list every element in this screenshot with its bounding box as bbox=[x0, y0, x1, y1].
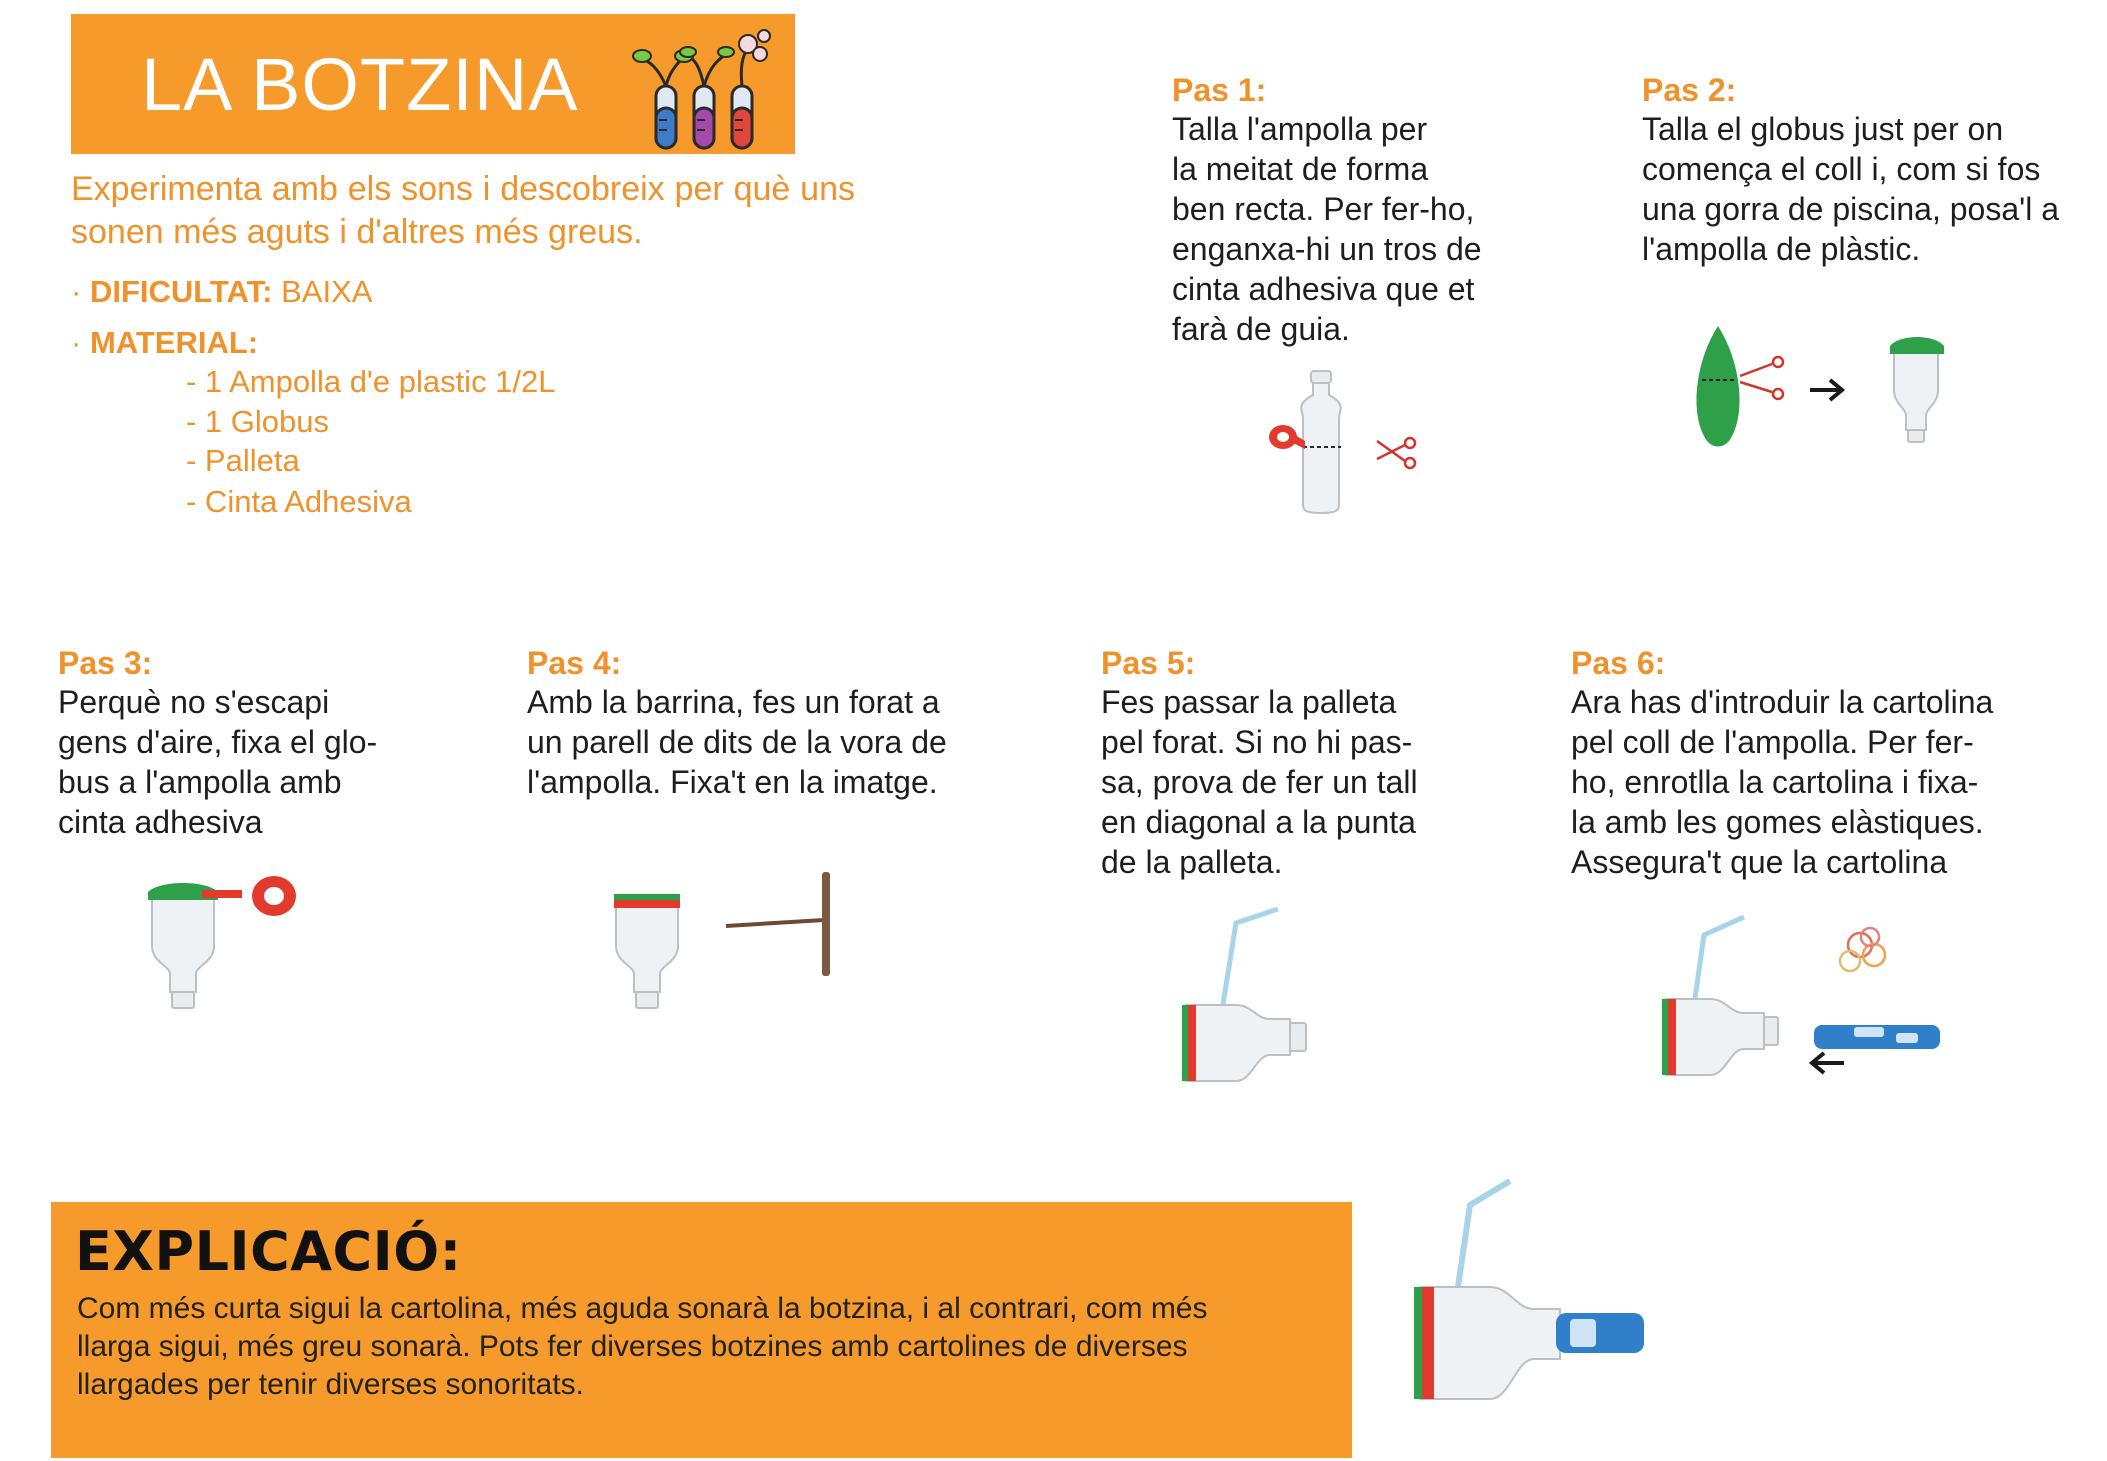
bottle-on-side bbox=[1662, 999, 1778, 1075]
step-1 bbox=[1172, 72, 1482, 349]
cut-bottle-with-balloon bbox=[614, 894, 680, 1008]
rubber-bands bbox=[1840, 928, 1885, 971]
step-label: Pas 1: bbox=[1172, 72, 1267, 108]
step-line: pel coll de l'ampolla. Per fer- bbox=[1571, 724, 1974, 760]
tape-roll bbox=[1269, 425, 1305, 449]
step-line: la meitat de forma bbox=[1172, 151, 1429, 187]
step-line: cinta adhesiva que et bbox=[1172, 271, 1475, 307]
arrow-right-icon bbox=[1810, 380, 1842, 400]
step-2-illustration bbox=[1680, 320, 1980, 460]
material-bullet: · bbox=[71, 325, 82, 360]
step-line: Ara has d'introduir la cartolina bbox=[1571, 684, 1994, 720]
explanation-line: llargades per tenir diverses sonoritats. bbox=[77, 1368, 584, 1401]
step-label: Pas 3: bbox=[58, 645, 153, 681]
gimlet-tool bbox=[726, 872, 830, 976]
material-item: - Cinta Adhesiva bbox=[186, 484, 412, 519]
step-3-illustration bbox=[140, 870, 310, 1020]
step-label: Pas 5: bbox=[1101, 645, 1196, 681]
step-line: sa, prova de fer un tall bbox=[1101, 764, 1418, 800]
material-heading bbox=[71, 325, 258, 361]
step-line: l'ampolla de plàstic. bbox=[1642, 231, 1921, 267]
step-line: Talla l'ampolla per bbox=[1172, 111, 1428, 147]
title-banner bbox=[71, 14, 795, 154]
step-line: Perquè no s'escapi bbox=[58, 684, 330, 720]
explanation-line: llarga sigui, més greu sonarà. Pots fer diverses botzines amb cartolines de diverses bbox=[77, 1330, 1188, 1363]
page-title: LA BOTZINA bbox=[141, 43, 579, 126]
scissors-icon bbox=[1740, 357, 1783, 399]
difficulty-value: BAIXA bbox=[281, 274, 373, 309]
scissors-icon bbox=[1377, 438, 1415, 468]
rolled-cardboard bbox=[1814, 1025, 1940, 1049]
bottle-on-side bbox=[1182, 1005, 1306, 1081]
step-line: Fes passar la palleta bbox=[1101, 684, 1397, 720]
step-line: pel forat. Si no hi pas- bbox=[1101, 724, 1413, 760]
step-line: un parell de dits de la vora de bbox=[527, 724, 947, 760]
step-label: Pas 6: bbox=[1571, 645, 1666, 681]
step-6-illustration bbox=[1660, 915, 1970, 1090]
step-5 bbox=[1101, 645, 1418, 882]
difficulty-bullet: · bbox=[71, 274, 82, 309]
step-1-illustration bbox=[1265, 365, 1425, 515]
bottle-on-side bbox=[1414, 1287, 1560, 1399]
test-tubes-icon bbox=[626, 24, 786, 154]
step-label: Pas 2: bbox=[1642, 72, 1737, 108]
difficulty bbox=[71, 274, 372, 310]
step-4-illustration bbox=[610, 870, 870, 1020]
step-line: cinta adhesiva bbox=[58, 804, 263, 840]
step-line: ben recta. Per fer-ho, bbox=[1172, 191, 1475, 227]
step-4 bbox=[527, 645, 947, 802]
step-line: gens d'aire, fixa el glo- bbox=[58, 724, 378, 760]
explanation-title: EXPLICACIÓ: bbox=[75, 1220, 462, 1283]
material-item: - Palleta bbox=[186, 443, 300, 478]
difficulty-label: DIFICULTAT: bbox=[89, 274, 273, 309]
step-2 bbox=[1642, 72, 2059, 269]
step-label: Pas 4: bbox=[527, 645, 622, 681]
step-3 bbox=[58, 645, 377, 842]
cut-bottle-with-balloon bbox=[1890, 337, 1944, 442]
tape-roll bbox=[252, 876, 296, 916]
step-6 bbox=[1571, 645, 1993, 882]
step-line: comença el coll i, com si fos bbox=[1642, 151, 2041, 187]
straw bbox=[1694, 917, 1744, 1005]
explanation-line: Com més curta sigui la cartolina, més aguda sonarà la botzina, i al contrari, com més bbox=[77, 1292, 1208, 1325]
cut-bottle-with-balloon bbox=[148, 883, 242, 1008]
rolled-cardboard bbox=[1556, 1313, 1644, 1353]
step-line: de la palleta. bbox=[1101, 844, 1283, 880]
material-item: - 1 Globus bbox=[186, 404, 330, 439]
step-line: Amb la barrina, fes un forat a bbox=[527, 684, 940, 720]
step-line: farà de guia. bbox=[1172, 311, 1350, 347]
step-line: Talla el globus just per on bbox=[1642, 111, 2004, 147]
step-5-illustration bbox=[1180, 905, 1340, 1090]
balloon-image bbox=[1696, 326, 1739, 447]
step-line: en diagonal a la punta bbox=[1101, 804, 1416, 840]
step-line: enganxa-hi un tros de bbox=[1172, 231, 1482, 267]
final-horn-illustration bbox=[1410, 1175, 1650, 1415]
material-item: - 1 Ampolla d'e plastic 1/2L bbox=[186, 364, 556, 399]
explanation-box bbox=[51, 1202, 1352, 1458]
step-line: la amb les gomes elàstiques. bbox=[1571, 804, 1984, 840]
step-line: bus a l'ampolla amb bbox=[58, 764, 342, 800]
step-line: Assegura't que la cartolina bbox=[1571, 844, 1948, 880]
arrow-left-icon bbox=[1812, 1053, 1844, 1073]
step-line: l'ampolla. Fixa't en la imatge. bbox=[527, 764, 938, 800]
step-line: una gorra de piscina, posa'l a bbox=[1642, 191, 2060, 227]
step-line: ho, enrotlla la cartolina i fixa- bbox=[1571, 764, 1979, 800]
bottle-image bbox=[1301, 371, 1341, 513]
material-label: MATERIAL: bbox=[89, 325, 259, 360]
explanation-text bbox=[77, 1290, 1327, 1404]
straw bbox=[1458, 1181, 1510, 1287]
intro-text: Experimenta amb els sons i descobreix per què uns sonen més aguts i d'altres més greus. bbox=[71, 170, 855, 251]
